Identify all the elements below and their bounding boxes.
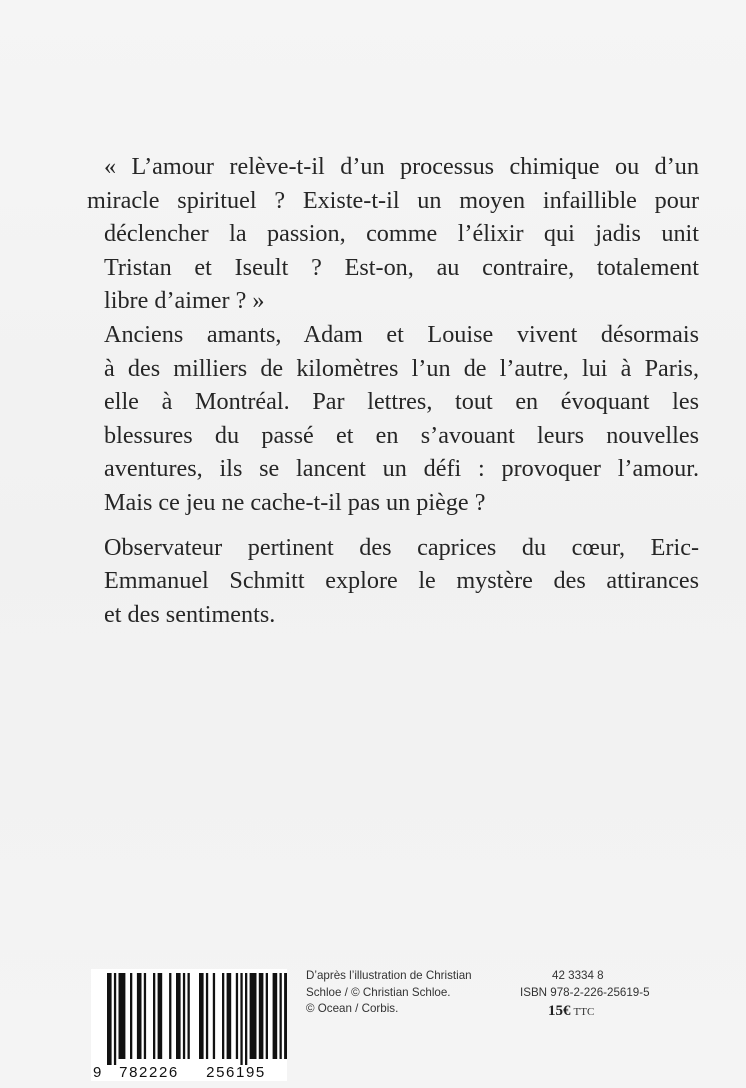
reference-code: 42 3334 8 — [552, 969, 604, 982]
barcode-bar — [227, 973, 232, 1059]
blurb-line: Observateur pertinent des caprices du cœur, Eric- — [104, 533, 699, 561]
price-line — [520, 1003, 660, 1021]
barcode-bar — [240, 973, 242, 1065]
barcode-bar — [199, 973, 204, 1059]
blurb-line: miracle spirituel ? Existe-t-il un moyen infaillible pour — [87, 186, 699, 214]
barcode-bar — [222, 973, 224, 1059]
barcode-bar — [206, 973, 208, 1059]
credit-line: Schloe / © Christian Schloe. — [306, 985, 451, 999]
barcode-bar — [266, 973, 268, 1059]
barcode-bar — [137, 973, 142, 1059]
barcode-digits-right: 256195 — [206, 1064, 266, 1081]
barcode-bar — [280, 973, 282, 1059]
isbn-barcode — [91, 969, 287, 1081]
barcode-bar — [213, 973, 215, 1059]
barcode-digit-lead: 9 — [93, 1064, 102, 1081]
barcode-bar — [236, 973, 238, 1059]
blurb-line: à des milliers de kilomètres l’un de l’autre, lui à Paris, — [104, 354, 699, 382]
blurb-line: aventures, ils se lancent un défi : provoquer l’amour. — [104, 455, 699, 483]
barcode-bar — [273, 973, 278, 1059]
illustration-credits — [306, 968, 506, 1018]
blurb-paragraph-3 — [87, 531, 699, 632]
isbn-text: ISBN 978-2-226-25619-5 — [520, 985, 650, 999]
barcode-bar — [250, 973, 257, 1059]
blurb-paragraph-2 — [87, 318, 699, 520]
blurb-line: libre d’aimer ? » — [104, 287, 265, 315]
blurb-line: Mais ce jeu ne cache-t-il pas un piège ? — [104, 488, 486, 516]
barcode-bar — [284, 973, 287, 1059]
publication-codes — [520, 968, 660, 1021]
barcode-bar — [158, 973, 163, 1059]
blurb-line: « L’amour relève-t-il d’un processus chimique ou d’un — [104, 153, 699, 180]
barcode-bar — [144, 973, 146, 1059]
blurb-line: et des sentiments. — [104, 600, 276, 628]
barcode-graphic — [91, 969, 287, 1081]
credit-line: © Ocean / Corbis. — [306, 1002, 399, 1015]
barcode-bar — [153, 973, 155, 1059]
barcode-bar — [245, 973, 247, 1065]
blurb-line: Anciens amants, Adam et Louise vivent désormais — [104, 320, 699, 348]
barcode-bar — [183, 973, 185, 1059]
blurb-line: déclencher la passion, comme l’élixir qui jadis unit — [104, 220, 699, 248]
barcode-bar — [169, 973, 171, 1059]
barcode-bar — [259, 973, 264, 1059]
price-suffix: TTC — [573, 1006, 595, 1018]
blurb-paragraph-1 — [87, 150, 699, 318]
barcode-bar — [130, 973, 132, 1059]
barcode-bar — [119, 973, 126, 1059]
credit-line: D’après l’illustration de Christian — [306, 969, 472, 982]
barcode-bar — [114, 973, 116, 1065]
blurb-text — [87, 150, 699, 631]
barcode-digits-left: 782226 — [119, 1064, 179, 1081]
price: 15€ — [548, 1003, 571, 1019]
barcode-bar — [176, 973, 181, 1059]
barcode-bar — [188, 973, 190, 1059]
blurb-line: Tristan et Iseult ? Est-on, au contraire, totalement — [104, 253, 699, 281]
blurb-line: elle à Montréal. Par lettres, tout en évoquant les — [104, 388, 699, 416]
blurb-line: Emmanuel Schmitt explore le mystère des attirances — [104, 567, 699, 595]
blurb-line: blessures du passé et en s’avouant leurs nouvelles — [104, 421, 699, 449]
barcode-bar — [107, 973, 112, 1065]
